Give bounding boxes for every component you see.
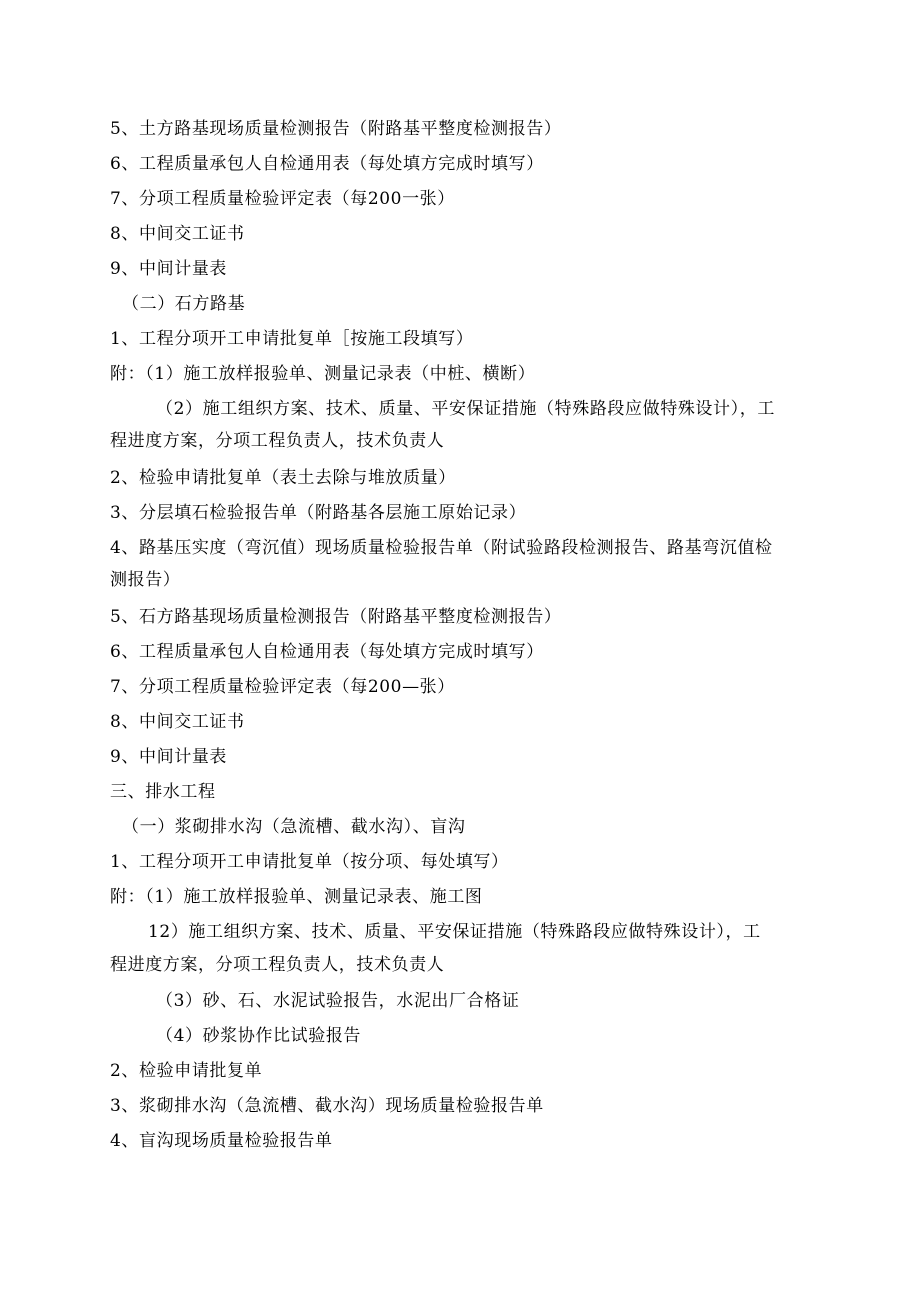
text-line: 12）施工组织方案、技术、质量、平安保证措施（特殊路段应做特殊设计），工 [148,922,761,942]
text-line: 测报告） [110,570,181,590]
text-line: （4）砂浆协作比试验报告 [156,1026,362,1046]
section-heading: （二）石方路基 [122,294,246,314]
text-line: 6、工程质量承包人自检通用表（每处填方完成时填写） [110,154,544,174]
text-line: 4、盲沟现场质量检验报告单 [110,1131,333,1151]
text-line: 8、中间交工证书 [110,712,245,732]
text-line: 3、浆砌排水沟（急流槽、截水沟）现场质量检验报告单 [110,1096,544,1116]
text-line: 附：（1）施工放样报验单、测量记录表、施工图 [110,887,483,907]
text-line: （3）砂、石、水泥试验报告，水泥出厂合格证 [156,991,520,1011]
text-line: 7、分项工程质量检验评定表（每200—张） [110,677,455,697]
text-line: 3、分层填石检验报告单（附路基各层施工原始记录） [110,503,527,523]
section-heading: 三、排水工程 [110,782,216,802]
section-heading: （一）浆砌排水沟（急流槽、截水沟）、盲沟 [122,817,466,837]
text-line: 8、中间交工证书 [110,224,245,244]
text-line: 1、工程分项开工申请批复单［按施工段填写） [110,329,474,349]
text-line: 2、检验申请批复单 [110,1061,263,1081]
text-line: 附：（1）施工放样报验单、测量记录表（中桩、横断） [110,364,536,384]
text-line: 9、中间计量表 [110,747,228,767]
text-line: 7、分项工程质量检验评定表（每200一张） [110,189,455,209]
text-line: 程进度方案，分项工程负责人，技术负责人 [110,955,445,975]
text-line: 4、路基压实度（弯沉值）现场质量检验报告单（附试验路段检测报告、路基弯沉值检 [110,538,773,558]
text-line: 6、工程质量承包人自检通用表（每处填方完成时填写） [110,642,544,662]
text-line: 5、土方路基现场质量检测报告（附路基平整度检测报告） [110,119,562,139]
text-line: 2、检验申请批复单（表土去除与堆放质量） [110,468,456,488]
text-line: （2）施工组织方案、技术、质量、平安保证措施（特殊路段应做特殊设计），工 [156,399,775,419]
text-line: 9、中间计量表 [110,259,228,279]
text-line: 5、石方路基现场质量检测报告（附路基平整度检测报告） [110,607,562,627]
text-line: 程进度方案，分项工程负责人，技术负责人 [110,431,445,451]
text-line: 1、工程分项开工申请批复单（按分项、每处填写） [110,852,509,872]
